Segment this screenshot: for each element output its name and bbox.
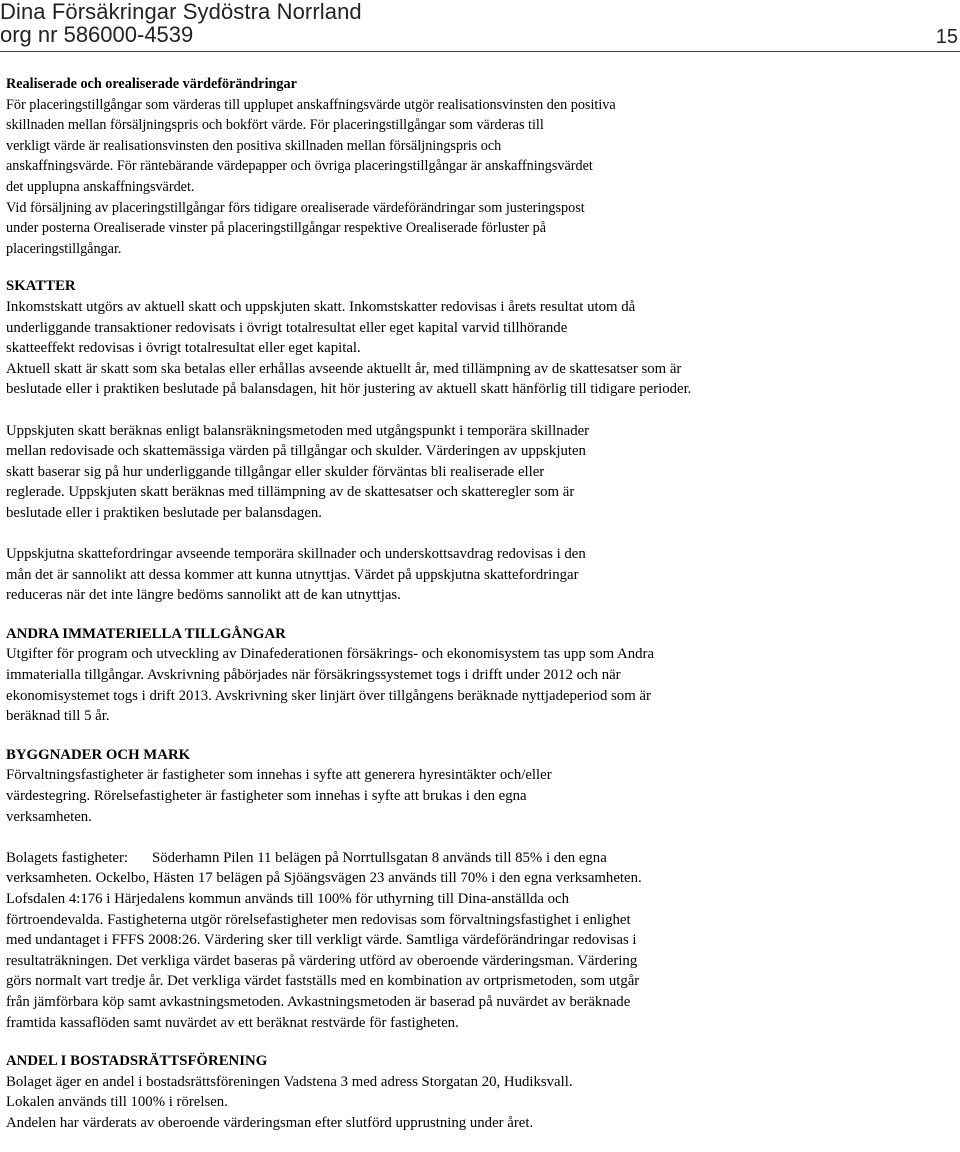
- paragraph-line: beslutade eller i praktiken beslutade per balansdagen.: [6, 504, 322, 521]
- paragraph-line: skatteeffekt redovisas i övrigt totalresultat eller eget kapital.: [6, 340, 361, 357]
- section-heading: Realiserade och orealiserade värdeförändringar: [6, 76, 297, 92]
- paragraph-line: mellan redovisade och skattemässiga värden på tillgångar och skulder. Värderingen av uppskjuten: [6, 443, 586, 460]
- paragraph-line: skillnaden mellan försäljningspris och bokfört värde. För placeringstillgångar som värderas till: [6, 117, 544, 134]
- page-header: [0, 0, 960, 52]
- org-number: org nr 586000-4539: [0, 22, 194, 47]
- paragraph-line: beräknad till 5 år.: [6, 708, 110, 725]
- section-housing-cooperative: [6, 1051, 956, 1133]
- paragraph-line: verkligt värde är realisationsvinsten den positiva skillnaden mellan försäljningspris och: [6, 137, 502, 154]
- section-heading: ANDEL I BOSTADSRÄTTSFÖRENING: [6, 1053, 268, 1070]
- document-body: [6, 74, 956, 1152]
- paragraph-line: Inkomstskatt utgörs av aktuell skatt och uppskjuten skatt. Inkomstskatter redovisas i årets resultat utom då: [6, 298, 636, 315]
- section-other-intangibles: [6, 624, 956, 727]
- paragraph-line: resultaträkningen. Det verkliga värdet baseras på värdering utförd av oberoende värderingsman. Värdering: [6, 952, 638, 969]
- property-text: Söderhamn Pilen 11 belägen på Norrtullsgatan 8 används till 85% i den egna: [152, 849, 607, 866]
- section-buildings-land: [6, 745, 956, 1033]
- paragraph-line: Utgifter för program och utveckling av Dinafederationen försäkrings- och ekonomisystem tas upp som Andra: [6, 646, 655, 663]
- section-taxes: [6, 276, 956, 606]
- paragraph-line: Vid försäljning av placeringstillgångar förs tidigare orealiserade värdeförändringar som justeringspost: [6, 199, 585, 216]
- paragraph-gap: [6, 523, 956, 544]
- paragraph-line: framtida kassaflöden samt nuvärdet av ett beräknat restvärde för fastigheten.: [6, 1014, 459, 1031]
- paragraph-line: Förvaltningsfastigheter är fastigheter som innehas i syfte att generera hyresintäkter och/eller: [6, 767, 552, 784]
- paragraph-line: Bolaget äger en andel i bostadsrättsföreningen Vadstena 3 med adress Storgatan 20, Hudiksvall.: [6, 1073, 573, 1090]
- paragraph-line: det upplupna anskaffningsvärdet.: [6, 178, 195, 195]
- paragraph-line: Uppskjuten skatt beräknas enligt balansräkningsmetoden med utgångspunkt i temporära skillnader: [6, 422, 590, 439]
- paragraph-line: värdestegring. Rörelsefastigheter är fastigheter som innehas i syfte att brukas i den egna: [6, 788, 527, 804]
- page-number: 15: [935, 26, 958, 48]
- paragraph-line: anskaffningsvärde. För räntebärande värdepapper och övriga placeringstillgångar är anskaffningsvärdet: [6, 158, 593, 175]
- paragraph-gap: [6, 827, 956, 848]
- header-divider: [0, 51, 960, 52]
- paragraph-line: underliggande transaktioner redovisats i övrigt totalresultat eller eget kapital varvid tillhörande: [6, 319, 568, 336]
- property-label: Bolagets fastigheter:: [6, 849, 129, 866]
- paragraph-line: Uppskjutna skattefordringar avseende temporära skillnader och underskottsavdrag redovisas i den: [6, 546, 586, 563]
- section-heading: BYGGNADER OCH MARK: [6, 746, 191, 763]
- paragraph-line: görs normalt vart tredje år. Det verkliga värdet fastställs med en kombination av ortprismetoden, som utgår: [6, 973, 640, 990]
- section-valuation-changes: [6, 74, 956, 259]
- paragraph-line: reduceras när det inte längre bedöms sannolikt att de kan utnyttjas.: [6, 587, 401, 604]
- paragraph-line: verksamheten.: [6, 808, 92, 825]
- paragraph-line: Lofsdalen 4:176 i Härjedalens kommun används till 100% för uthyrning till Dina-anställda och: [6, 890, 569, 907]
- section-heading: SKATTER: [6, 278, 76, 295]
- paragraph-line: från jämförbara köp samt avkastningsmetoden. Avkastningsmetoden är baserad på nuvärdet av beräknade: [6, 993, 631, 1010]
- paragraph-line: skatt baserar sig på hur underliggande tillgångar eller skulder förväntas bli realiserade eller: [6, 463, 545, 480]
- paragraph-line: beslutade eller i praktiken beslutade på balansdagen, hit hör justering av aktuell skatt hänförlig till tidigare perioder.: [6, 381, 692, 398]
- paragraph-line: immaterialla tillgångar. Avskrivning påbörjades när försäkringssystemet togs i drifft under 2012 och när: [6, 667, 621, 684]
- paragraph-line: ekonomisystemet togs i drift 2013. Avskrivning sker linjärt över tillgångens beräknade nyttjadeperiod som är: [6, 687, 651, 704]
- paragraph-line: mån det är sannolikt att dessa kommer att kunna utnyttjas. Värdet på uppskjutna skattefordringar: [6, 566, 579, 583]
- paragraph-line: placeringstillgångar.: [6, 240, 122, 257]
- section-heading: ANDRA IMMATERIELLA TILLGÅNGAR: [6, 625, 286, 642]
- paragraph-line: förtroendevalda. Fastigheterna utgör rörelsefastigheter men redovisas som förvaltningsfastighet i enlighet: [6, 911, 631, 928]
- property-line: [6, 848, 956, 869]
- paragraph-gap: [6, 400, 956, 421]
- paragraph-line: verksamheten. Ockelbo, Hästen 17 belägen på Sjöängsvägen 23 används till 70% i den egna verksamheten.: [6, 870, 642, 887]
- paragraph-line: Aktuell skatt är skatt som ska betalas eller erhållas avseende aktuellt år, med tillämpning av de skattesatser som är: [6, 360, 682, 377]
- paragraph-line: med undantaget i FFFS 2008:26. Värdering sker till verkligt värde. Samtliga värdeförändringar redovisas i: [6, 932, 637, 949]
- paragraph-line: För placeringstillgångar som värderas till upplupet anskaffningsvärde utgör realisationsvinsten den positiva: [6, 96, 616, 113]
- company-name: Dina Försäkringar Sydöstra Norrland: [0, 0, 362, 24]
- paragraph-line: reglerade. Uppskjuten skatt beräknas med tillämpning av de skattesatser och skatteregler som är: [6, 484, 575, 501]
- paragraph-line: Andelen har värderats av oberoende värderingsman efter slutförd upprustning under året.: [6, 1114, 534, 1131]
- paragraph-line: Lokalen används till 100% i rörelsen.: [6, 1094, 228, 1111]
- paragraph-line: under posterna Orealiserade vinster på placeringstillgångar respektive Orealiserade förluster på: [6, 220, 547, 237]
